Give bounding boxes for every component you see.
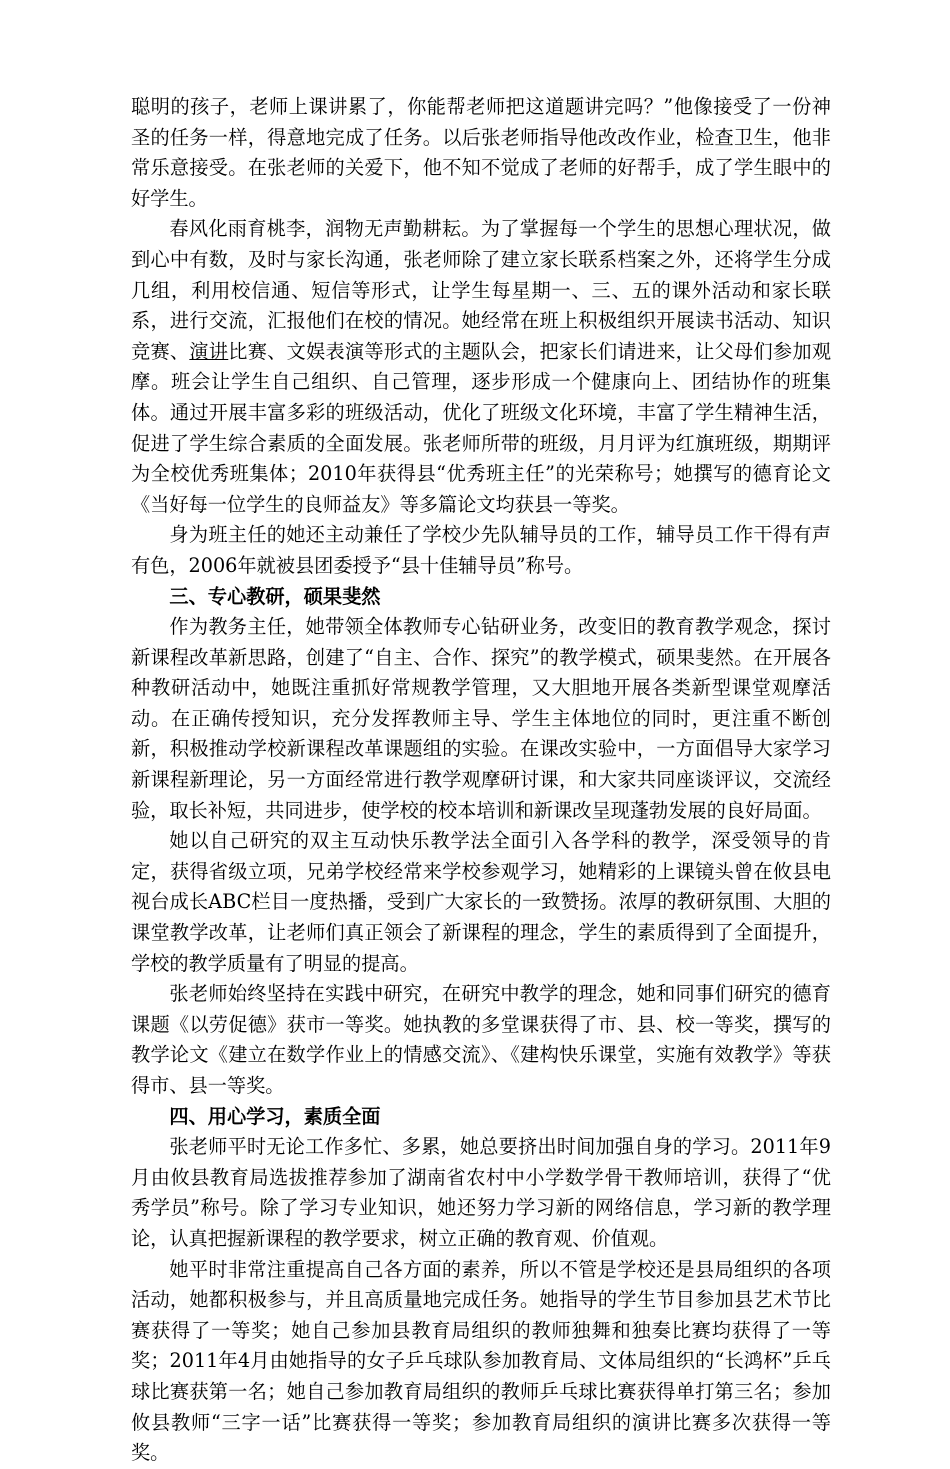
paragraph-counselor: 身为班主任的她还主动兼任了学校少先队辅导员的工作，辅导员工作干得有声有色，2006年就被县团委授予“县十佳辅导员”称号。 bbox=[131, 523, 831, 577]
paragraph-parent-contact bbox=[131, 214, 831, 520]
document-body bbox=[131, 92, 831, 1469]
section-heading-learning: 四、用心学习，素质全面 bbox=[169, 1104, 381, 1128]
paragraph-continued: 聪明的孩子，老师上课讲累了，你能帮老师把这道题讲完吗？”他像接受了一份神圣的任务一样，得意地完成了任务。以后张老师指导他改改作业，检查卫生，他非常乐意接受。在张老师的关爱下，他不知不觉成了老师的好帮手，成了学生眼中的好学生。 bbox=[131, 95, 831, 210]
paragraph-text-b: 比赛、文娱表演等形式的主题队会，把家长们请进来，让父母们参加观摩。班会让学生自己组织、自己管理，逐步形成一个健康向上、团结协作的班集体。通过开展丰富多彩的班级活动，优化了班级文化环境，丰富了学生精神生活，促进了学生综合素质的全面发展。张老师所带的班级，月月评为红旗班级，期期评为全校优秀班集体；2010年获得县“优秀班主任”的光荣称号；她撰写的德育论文《当好每一位学生的良师益友》等多篇论文均获县一等奖。 bbox=[131, 339, 832, 516]
paragraph-teaching-method: 她以自己研究的双主互动快乐教学法全面引入各学科的教学，深受领导的肯定，获得省级立项，兄弟学校经常来学校参观学习，她精彩的上课镜头曾在攸县电视台成长ABC栏目一度热播，受到广大家长的一致赞扬。浓厚的教研氛围、大胆的课堂教学改革，让老师们真正领会了新课程的理念，学生的素质得到了全面提升，学校的教学质量有了明显的提高。 bbox=[131, 829, 831, 975]
paragraph-research: 作为教务主任，她带领全体教师专心钻研业务，改变旧的教育教学观念，探讨新课程改革新思路，创建了“自主、合作、探究”的教学模式，硕果斐然。在开展各种教研活动中，她既注重抓好常规教学管理，又大胆地开展各类新型课堂观摩活动。在正确传授知识，充分发挥教师主导、学生主体地位的同时，更注重不断创新，积极推动学校新课程改革课题组的实验。在课改实验中，一方面倡导大家学习新课程新理论，另一方面经常进行教学观摩研讨课，和大家共同座谈评议，交流经验，取长补短，共同进步，使学校的校本培训和新课改呈现蓬勃发展的良好局面。 bbox=[131, 615, 831, 822]
underlined-word-speech: 演讲 bbox=[189, 339, 229, 363]
paragraph-text-a: 春风化雨育桃李，润物无声勤耕耘。为了掌握每一个学生的思想心理状况，做到心中有数，及时与家长沟通，张老师除了建立家长联系档案之外，还将学生分成几组，利用校信通、短信等形式，让学生每星期一、三、五的课外活动和家长联系，进行交流，汇报他们在校的情况。她经常在班上积极组织开展读书活动、知识竞赛、 bbox=[131, 217, 831, 363]
section-heading-research: 三、专心教研，硕果斐然 bbox=[169, 584, 381, 608]
paragraph-training: 张老师平时无论工作多忙、多累，她总要挤出时间加强自身的学习。2011年9月由攸县教育局选拔推荐参加了湖南省农村中小学数学骨干教师培训，获得了“优秀学员”称号。除了学习专业知识，她还努力学习新的网络信息，学习新的教学理论，认真把握新课程的教学要求，树立正确的教育观、价值观。 bbox=[131, 1135, 831, 1250]
paragraph-activities: 她平时非常注重提高自己各方面的素养，所以不管是学校还是县局组织的各项活动，她都积极参与，并且高质量地完成任务。她指导的学生节目参加县艺术节比赛获得了一等奖；她自己参加县教育局组织的教师独舞和独奏比赛均获得了一等奖；2011年4月由她指导的女子乒乓球队参加教育局、文体局组织的“长鸿杯”乒乓球比赛获第一名；她自己参加教育局组织的教师乒乓球比赛获得单打第三名；参加攸县教师“三字一话”比赛获得一等奖；参加教育局组织的演讲比赛多次获得一等奖。 bbox=[131, 1257, 831, 1465]
paragraph-awards: 张老师始终坚持在实践中研究，在研究中教学的理念，她和同事们研究的德育课题《以劳促德》获市一等奖。她执教的多堂课获得了市、县、校一等奖，撰写的教学论文《建立在数学作业上的情感交流》、《建构快乐课堂，实施有效教学》等获得市、县一等奖。 bbox=[131, 982, 831, 1097]
